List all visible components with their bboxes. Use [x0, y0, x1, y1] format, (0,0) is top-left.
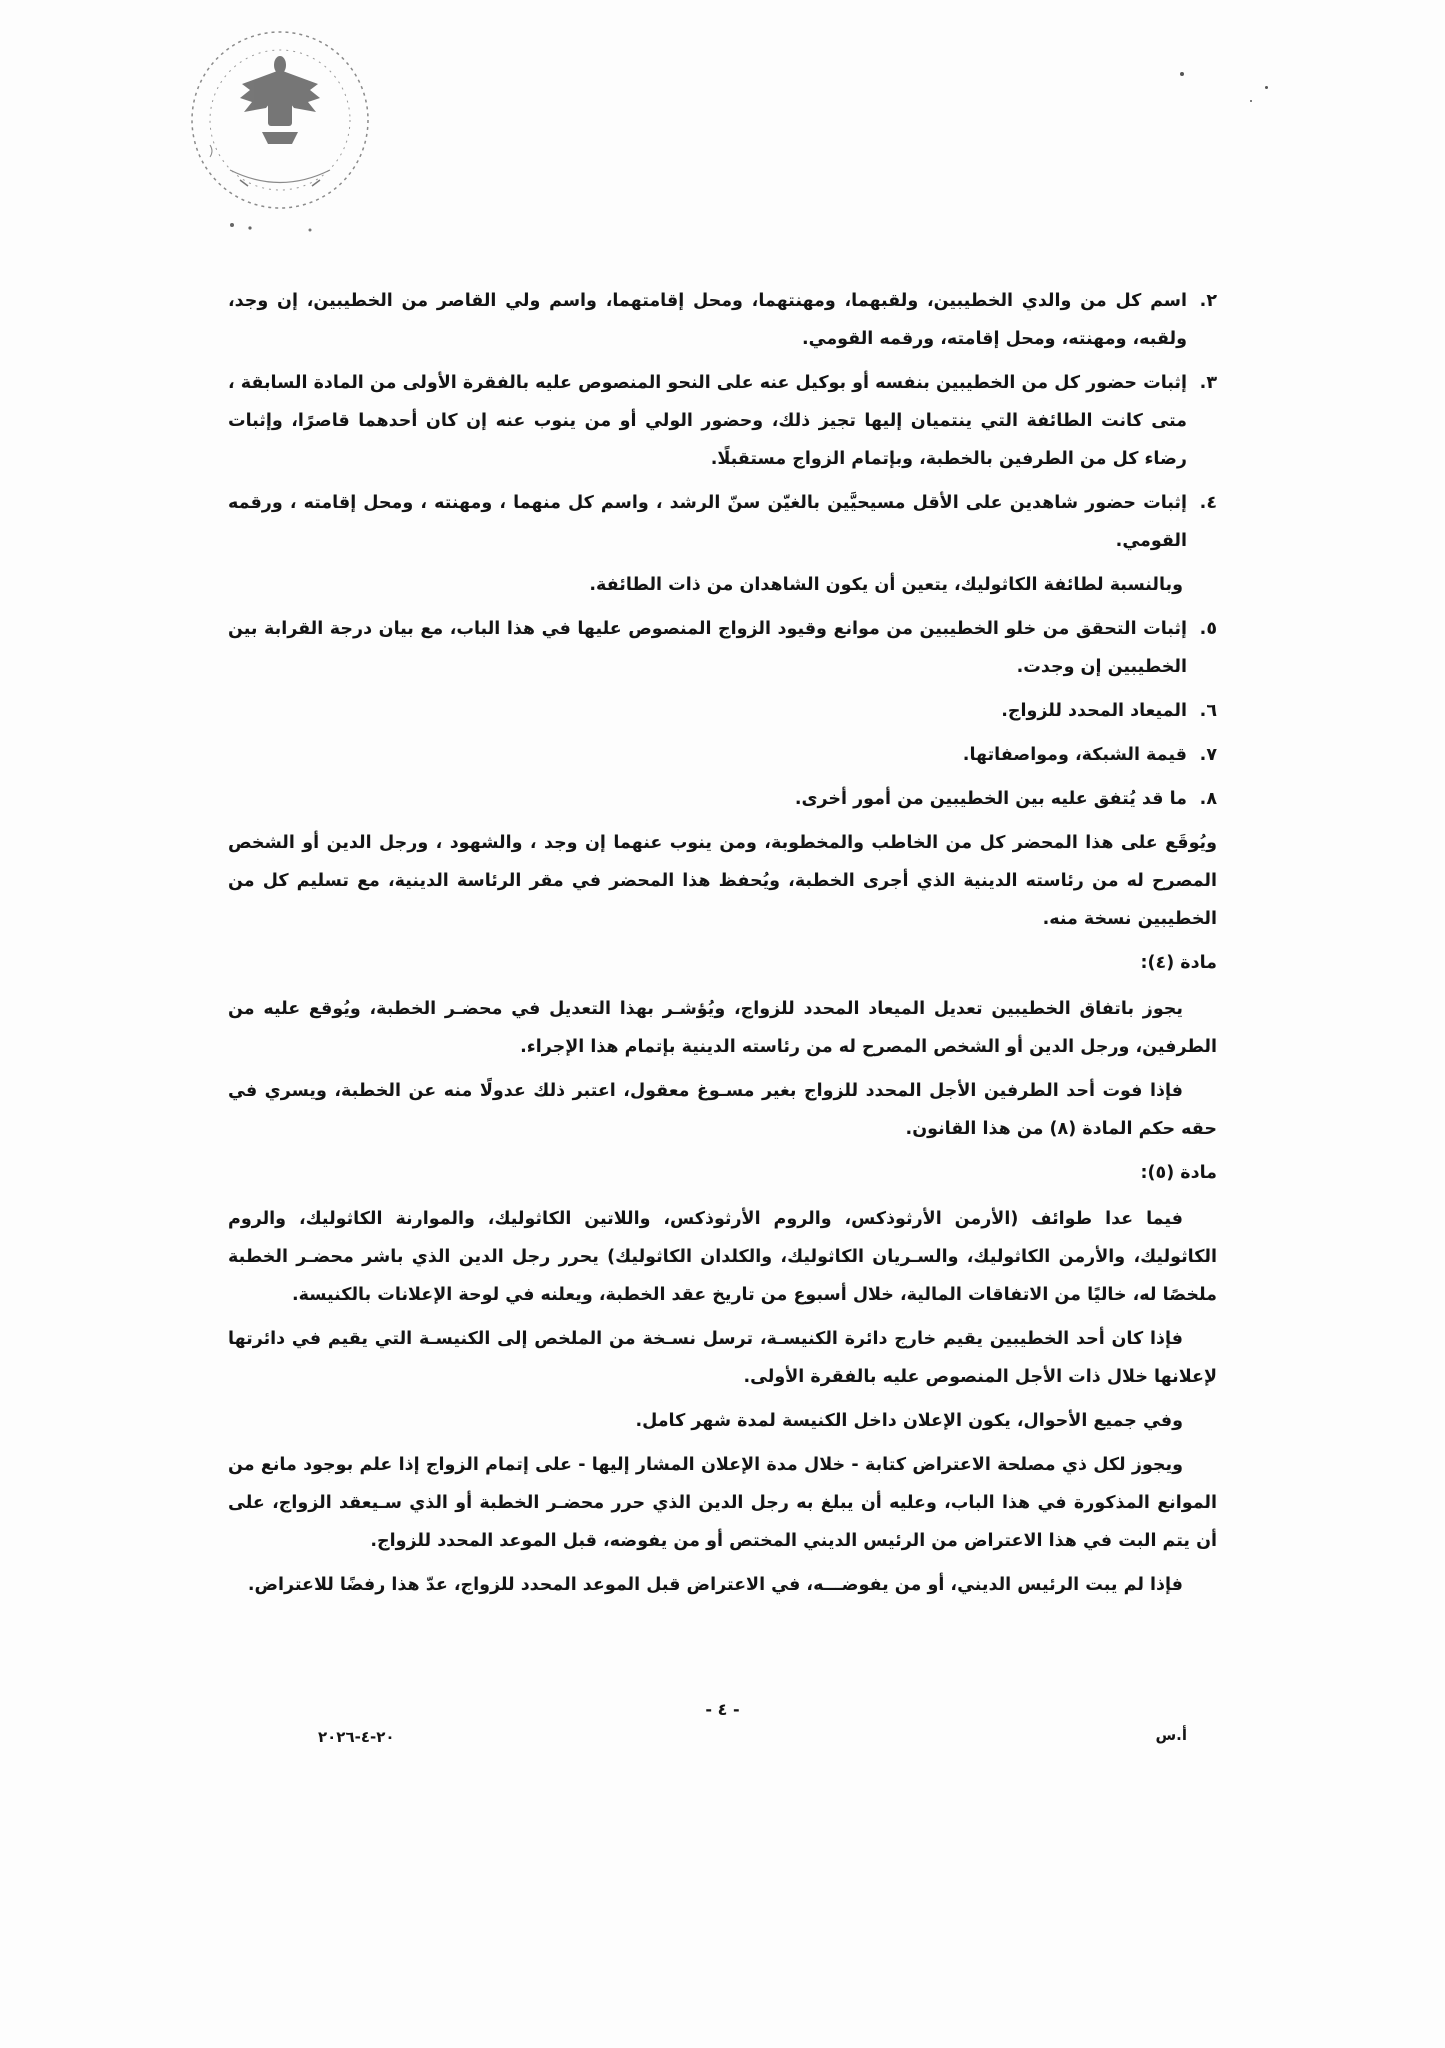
list-item-number: ٧. [1199, 745, 1217, 765]
article-5-heading: مادة (٥): [1140, 1163, 1217, 1183]
article-5-paragraph: ويجوز لكل ذي مصلحة الاعتراض كتابة - خلال مدة الإعلان المشار إليها - على إتمام الزواج إذا علم بوجود مانع من الموانع المذكورة في هذا الباب، وعليه أن يبلغ به رجل الدين الذي حرر محضـر الخطبة أو الذي سـيعقد الزواج، على أن يتم البت في هذا الاعتراض من الرئيس الديني المختص أو من يفوضه، قبل الموعد المحدد للزواج. [228, 1455, 1217, 1551]
list-item-text: ما قد يُتفق عليه بين الخطيبين من أمور أخرى. [794, 789, 1187, 809]
list-item-text: قيمة الشبكة، ومواصفاتها. [962, 745, 1187, 765]
list-item [228, 736, 1217, 774]
list-item-text: إثبات حضور شاهدين على الأقل مسيحيَّين بالغيّن سنّ الرشد ، واسم كل منهما ، ومهنته ، ومحل إقامته ، ورقمه القومي. [228, 493, 1187, 551]
list-item [228, 692, 1217, 730]
scan-speck [1250, 100, 1252, 102]
list-item-number: ٨. [1199, 789, 1217, 809]
list-item-text: إثبات التحقق من خلو الخطيبين من موانع وقيود الزواج المنصوص عليها في هذا الباب، مع بيان درجة القرابة بين الخطيبين إن وجدت. [228, 619, 1187, 677]
eagle-seal-icon [170, 20, 390, 240]
list-item-text: الميعاد المحدد للزواج. [1001, 701, 1187, 721]
body-text [228, 282, 1217, 1610]
article-4-paragraph: فإذا فوت أحد الطرفين الأجل المحدد للزواج بغير مسـوغ معقول، اعتبر ذلك عدولًا منه عن الخطبة، ويسري في حقه حكم المادة (٨) من هذا القانون. [228, 1081, 1217, 1139]
article-4-paragraph: يجوز باتفاق الخطيبين تعديل الميعاد المحدد للزواج، ويُؤشـر بهذا التعديل في محضـر الخطبة، ويُوقع عليه من الطرفين، ورجل الدين أو الشخص المصرح له من رئاسته الدينية بإتمام هذا الإجراء. [228, 999, 1217, 1057]
list-item-number: ٢. [1199, 291, 1217, 311]
list-item [228, 484, 1217, 560]
list-item-number: ٦. [1199, 701, 1217, 721]
list-item-number: ٥. [1199, 619, 1217, 639]
list-item-number: ٤. [1199, 493, 1217, 513]
article-5-paragraph: فإذا كان أحد الخطيبين يقيم خارج دائرة الكنيسـة، ترسل نسـخة من الملخص إلى الكنيسـة التي يقيم في دائرتها لإعلانها خلال ذات الأجل المنصوص عليه بالفقرة الأولى. [228, 1329, 1217, 1387]
list-item [228, 282, 1217, 358]
items-list [228, 282, 1217, 560]
page-number: - ٤ - [705, 1700, 740, 1719]
catholic-note: وبالنسبة لطائفة الكاثوليك، يتعين أن يكون الشاهدان من ذات الطائفة. [589, 575, 1183, 595]
list-item [228, 780, 1217, 818]
list-item-text: اسم كل من والدي الخطيبين، ولقبهما، ومهنتهما، ومحل إقامتهما، واسم ولي القاصر من الخطيبين، إن وجد، ولقبه، ومهنته، ومحل إقامته، ورقمه القومي. [228, 291, 1187, 349]
article-5-paragraph: فيما عدا طوائف (الأرمن الأرثوذكس، والروم الأرثوذكس، واللاتين الكاثوليك، والموارنة الكاثوليك، والروم الكاثوليك، والأرمن الكاثوليك، والسـريان الكاثوليك، والكلدان الكاثوليك) يحرر رجل الدين الذي باشر محضـر الخطبة ملخصًا له، خاليًا من الاتفاقات المالية، خلال أسبوع من تاريخ عقد الخطبة، ويعلنه في لوحة الإعلانات بالكنيسة. [228, 1209, 1217, 1305]
scan-speck [1180, 72, 1184, 76]
list-item [228, 364, 1217, 478]
list-item-text: إثبات حضور كل من الخطيبين بنفسه أو بوكيل عنه على النحو المنصوص عليه بالفقرة الأولى من المادة السابقة ، متى كانت الطائفة التي ينتميان إليها تجيز ذلك، وحضور الولي أو من ينوب عنه إن كان أحدهما قاصرًا، وإثبات رضاء كل من الطرفين بالخطبة، وبإتمام الزواج مستقبلًا. [228, 373, 1187, 469]
article-5-paragraph: وفي جميع الأحوال، يكون الإعلان داخل الكنيسة لمدة شهر كامل. [635, 1411, 1183, 1431]
footer-date: ٢٠-٤-٢٠٢٦ [318, 1728, 395, 1746]
list-item [228, 610, 1217, 686]
article-5-paragraph: فإذا لم يبت الرئيس الديني، أو من يفوضـــه، في الاعتراض قبل الموعد المحدد للزواج، عدّ هذا رفضًا للاعتراض. [247, 1575, 1183, 1595]
article-4-heading: مادة (٤): [1140, 953, 1217, 973]
list-item-number: ٣. [1199, 373, 1217, 393]
signing-paragraph: ويُوقَع على هذا المحضر كل من الخاطب والمخطوبة، ومن ينوب عنهما إن وجد ، والشهود ، ورجل الدين أو الشخص المصرح له من رئاسته الدينية الذي أجرى الخطبة، ويُحفظ هذا المحضر في مقر الرئاسة الدينية، مع تسليم كل من الخطيبين نسخة منه. [228, 833, 1217, 929]
scan-speck [1265, 86, 1268, 89]
items-list-continued [228, 610, 1217, 818]
footer-initials: أ.س [1155, 1726, 1187, 1744]
